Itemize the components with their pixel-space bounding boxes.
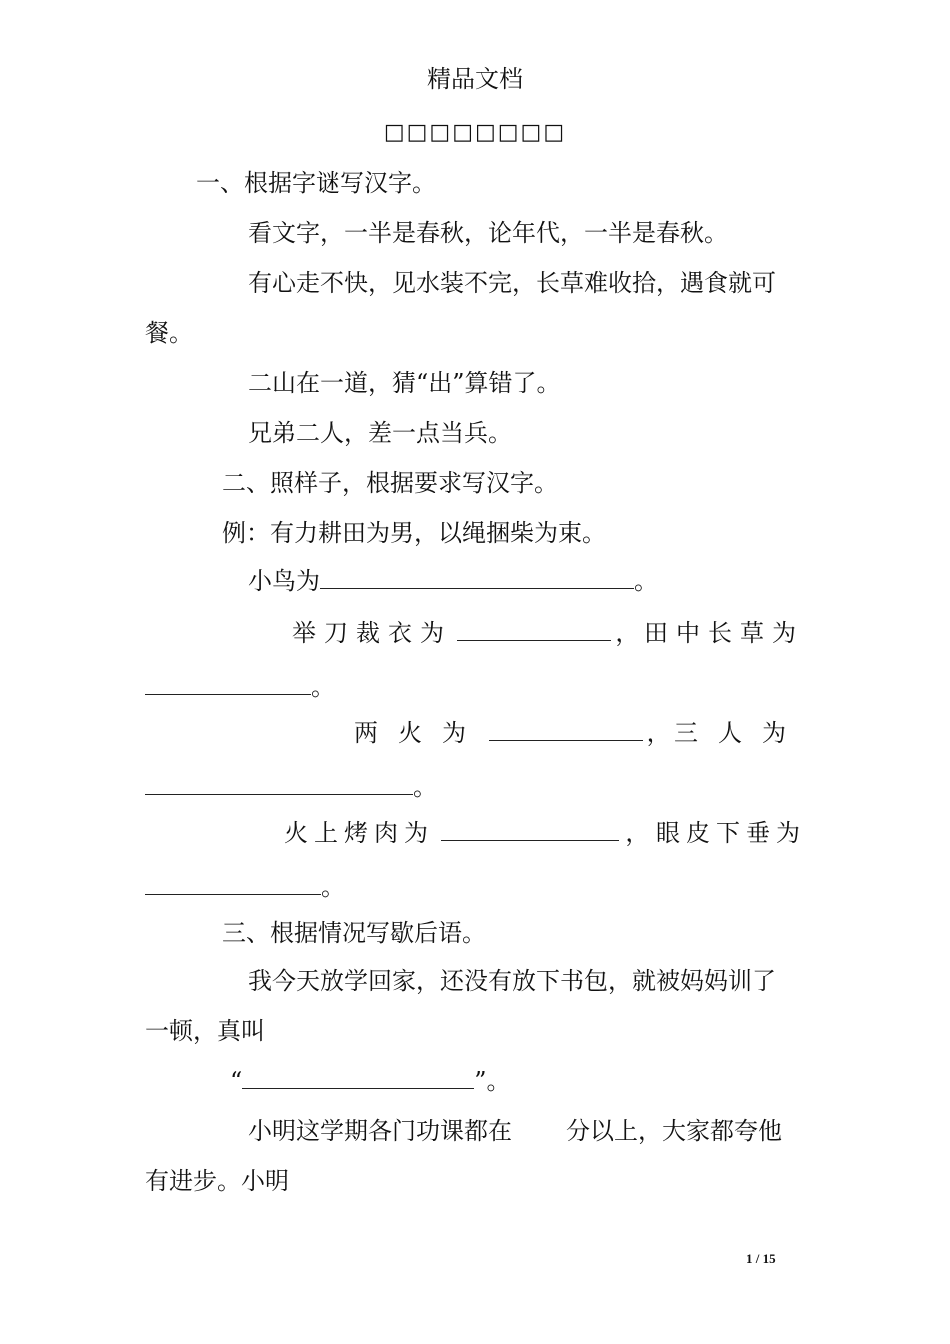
- question-2-end: 。: [311, 673, 335, 701]
- question-3-part-a: 两火为: [354, 719, 486, 747]
- section-1-heading: 一、根据字谜写汉字。: [196, 169, 436, 197]
- answer-blank[interactable]: [145, 672, 311, 695]
- answer-blank[interactable]: [320, 566, 634, 589]
- paragraph-1-quote-line: [230, 1066, 511, 1096]
- example-line: 例：有力耕田为男，以绳捆柴为束。: [222, 519, 606, 547]
- quote-open: “: [230, 1067, 243, 1095]
- paragraph-2-line-1: [248, 1116, 782, 1146]
- paragraph-1-line-1: 我今天放学回家，还没有放下书包，就被妈妈训了: [248, 967, 776, 995]
- answer-blank[interactable]: [242, 1066, 474, 1089]
- question-3-line-1: [354, 718, 806, 748]
- section-3-heading: 三、根据情况写歇后语。: [222, 919, 486, 947]
- section-2-heading: 二、照样子，根据要求写汉字。: [222, 469, 558, 497]
- page-header-title: 精品文档: [427, 65, 523, 93]
- question-4-part-c: 眼皮下垂为: [655, 819, 806, 847]
- quote-close: ”。: [474, 1067, 511, 1095]
- question-2-line-2: [145, 672, 335, 702]
- question-1-prefix: 小鸟为: [248, 567, 320, 595]
- answer-blank[interactable]: [145, 772, 413, 795]
- document-title: □□□□□□□□: [383, 120, 567, 145]
- question-3-part-c: 三人为: [673, 719, 806, 747]
- riddle-4: 兄弟二人，差一点当兵。: [248, 419, 512, 447]
- question-4-part-a: 火上烤肉为: [284, 819, 434, 847]
- question-2-comma: ，: [615, 619, 640, 647]
- question-4-end: 。: [321, 873, 345, 901]
- paragraph-1-line-2: 一顿，真叫: [145, 1017, 265, 1045]
- question-1-suffix: 。: [634, 567, 658, 595]
- question-4-line-2: [145, 872, 345, 902]
- paragraph-2-part-a: 小明这学期各门功课都在: [248, 1117, 512, 1145]
- riddle-1: 看文字，一半是春秋，论年代，一半是春秋。: [248, 219, 728, 247]
- question-2-part-a: 举刀裁衣为: [292, 619, 452, 647]
- question-1: [248, 566, 658, 596]
- riddle-2-line-1: 有心走不快，见水装不完，长草难收拾，遇食就可: [248, 269, 776, 297]
- page-number: 1 / 15: [746, 1251, 776, 1266]
- paragraph-2-line-2: 有进步。小明: [145, 1167, 289, 1195]
- question-2-line-1: [292, 618, 804, 648]
- question-3-line-2: [145, 772, 437, 802]
- answer-blank[interactable]: [145, 872, 321, 895]
- answer-blank[interactable]: [441, 818, 619, 841]
- riddle-2-line-2: 餐。: [145, 319, 193, 347]
- question-4-comma: ，: [625, 819, 650, 847]
- question-3-end: 。: [413, 773, 437, 801]
- answer-blank[interactable]: [489, 718, 643, 741]
- question-2-part-c: 田中长草为: [643, 619, 804, 647]
- paragraph-2-part-b: 分以上，大家都夸他: [566, 1117, 782, 1145]
- question-3-comma: ，: [646, 719, 671, 747]
- answer-blank[interactable]: [457, 618, 611, 641]
- question-4-line-1: [284, 818, 806, 848]
- riddle-3: 二山在一道，猜“出”算错了。: [248, 369, 561, 397]
